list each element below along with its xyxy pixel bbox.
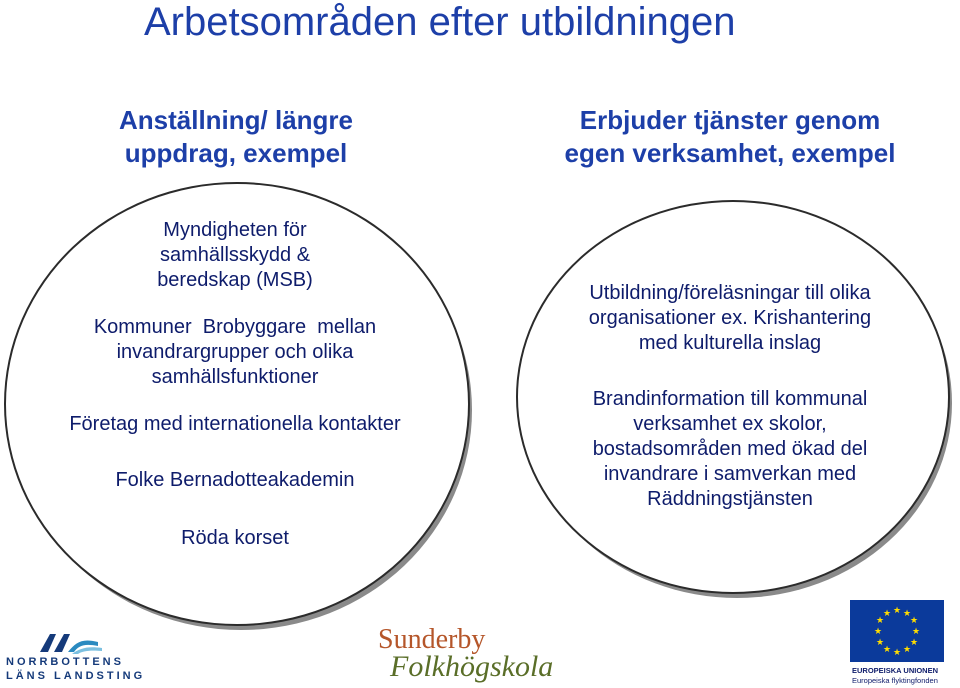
- brand-line: bostadsområden med ökad del: [592, 438, 868, 460]
- sunderby-logo: [372, 624, 554, 684]
- utbildning-line: organisationer ex. Krishantering: [588, 307, 872, 329]
- msb-line: samhällsskydd &: [159, 244, 311, 266]
- right-heading: [540, 104, 920, 170]
- right-circle-text: [520, 281, 940, 512]
- left-circle-text: [20, 218, 450, 551]
- right-heading-line: egen verksamhet, exempel: [564, 138, 896, 168]
- svg-text:★: ★: [892, 606, 902, 616]
- brand-line: Brandinformation till kommunal: [592, 388, 868, 410]
- svg-text:★: ★: [909, 616, 919, 626]
- svg-text:★: ★: [902, 609, 912, 619]
- norrbotten-emblem-icon: [36, 628, 106, 656]
- svg-text:★: ★: [892, 648, 902, 658]
- left-heading-line: Anställning/ längre: [118, 105, 354, 135]
- kommuner-line: invandrargrupper och olika: [116, 341, 354, 363]
- msb-line: Myndigheten för: [163, 219, 307, 241]
- svg-text:★: ★: [875, 638, 885, 648]
- roda-korset-line: Röda korset: [181, 527, 289, 549]
- utbildning-line: Utbildning/föreläsningar till olika: [589, 282, 871, 304]
- brand-line: invandrare i samverkan med: [603, 463, 857, 485]
- svg-text:★: ★: [882, 645, 892, 655]
- norrbotten-line: LÄNS LANDSTING: [6, 670, 146, 682]
- svg-text:★: ★: [909, 638, 919, 648]
- left-heading: [96, 104, 376, 170]
- svg-text:★: ★: [873, 627, 883, 637]
- sunderby-line: Sunderby: [378, 624, 486, 655]
- brand-line: verksamhet ex skolor,: [633, 413, 827, 435]
- eu-flag-icon: [850, 600, 944, 662]
- brand-line: Räddningstjänsten: [647, 488, 813, 510]
- folkhogskola-line: Folkhögskola: [390, 650, 554, 683]
- utbildning-line: med kulturella inslag: [638, 332, 822, 354]
- eu-stars-icon: [850, 600, 944, 662]
- svg-text:★: ★: [882, 609, 892, 619]
- folke-line: Folke Bernadotteakademin: [115, 469, 355, 491]
- norrbotten-logo: [6, 628, 146, 684]
- kommuner-line: samhällsfunktioner: [151, 366, 319, 388]
- svg-text:★: ★: [902, 645, 912, 655]
- page-title: Arbetsområden efter utbildningen: [144, 0, 736, 44]
- msb-line: beredskap (MSB): [157, 269, 313, 291]
- eu-union-text: EUROPEISKA UNIONEN: [852, 666, 938, 675]
- eu-logo: [850, 600, 946, 686]
- foretag-line: Företag med internationella kontakter: [69, 413, 401, 435]
- left-heading-line: uppdrag, exempel: [124, 138, 348, 168]
- eu-fund-text: Europeiska flyktingfonden: [852, 676, 938, 685]
- norrbotten-line: NORRBOTTENS: [6, 656, 124, 668]
- svg-text:★: ★: [875, 616, 885, 626]
- kommuner-line: Kommuner Brobyggare mellan: [93, 316, 377, 338]
- right-heading-line: Erbjuder tjänster genom: [579, 105, 881, 135]
- svg-text:★: ★: [911, 627, 921, 637]
